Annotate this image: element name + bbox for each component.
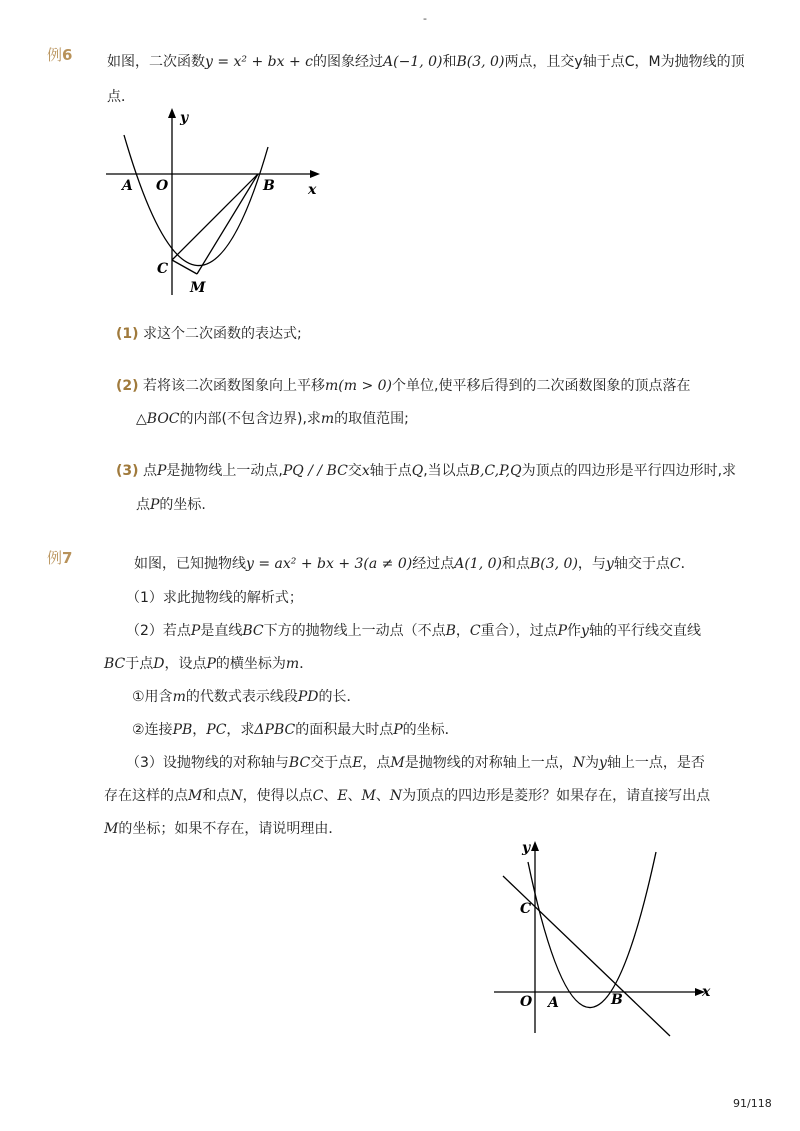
text-run: 若将该二次函数图象向上平移 — [143, 378, 325, 394]
text-run: 的长． — [318, 689, 361, 705]
text-run: 点 — [136, 497, 150, 513]
label-x: x — [308, 182, 317, 198]
math-expression: M — [104, 821, 119, 837]
text-run: 是直线 — [200, 623, 243, 639]
math-expression: m — [285, 656, 300, 672]
ex7-p2a — [132, 686, 361, 706]
math-expression: BC — [288, 755, 311, 771]
text-run: 交 — [347, 463, 362, 479]
math-expression: y = x² + bx + c — [205, 54, 314, 70]
text-run: ，使得以点 — [242, 788, 313, 804]
text-run: 轴上一点，是否 — [606, 755, 705, 771]
ex7-figure — [490, 838, 720, 1038]
text-run: 的面积最大时点 — [295, 722, 394, 738]
math-expression: E — [337, 788, 348, 804]
segment-cm — [172, 260, 197, 274]
math-expression: B,C,P,Q — [469, 463, 522, 479]
ex6-q2-line1: (2) 若将该二次函数图象向上平移m(m > 0)个单位,使平移后得到的二次函数图象的顶点落在 — [116, 378, 691, 394]
ex6-figure — [100, 105, 330, 300]
math-expression: PQ / / BC — [282, 463, 348, 479]
math-expression: C — [312, 788, 324, 804]
text-run: （2）若点 — [126, 623, 191, 639]
ex7-p3-line3 — [104, 818, 342, 838]
text-run: 是抛物线的对称轴上一点， — [404, 755, 573, 771]
ex7-intro — [134, 553, 695, 573]
label-a: A — [122, 178, 133, 194]
math-expression: B(3, 0) — [529, 556, 578, 572]
text-run: 为 — [585, 755, 600, 771]
text-run: 的内部(不包含边界),求 — [179, 411, 321, 427]
text-run: 的坐标. — [159, 497, 206, 513]
text-run: 为顶点的四边形是平行四边形时,求 — [521, 463, 737, 479]
math-expression: PD — [297, 689, 319, 705]
parabola — [124, 135, 268, 266]
text-run: 是抛物线上一动点, — [166, 463, 283, 479]
math-expression: M — [361, 788, 376, 804]
math-expression: P — [157, 463, 167, 479]
text-run: 的横坐标为 — [215, 656, 286, 672]
ex6-q3-line2 — [136, 494, 206, 514]
math-expression: m — [320, 411, 335, 427]
text-run: 、 — [375, 788, 390, 804]
text-run: 轴于点 — [369, 463, 412, 479]
text-run: ，求 — [226, 722, 255, 738]
text-run: 轴交于点 — [613, 556, 670, 572]
text-run: ，点 — [362, 755, 391, 771]
math-expression: A(−1, 0) — [383, 54, 443, 70]
math-expression: P — [150, 497, 160, 513]
parabola — [528, 852, 656, 1008]
label-x: x — [702, 984, 711, 1000]
text-run: ． — [680, 556, 695, 572]
math-expression: N — [389, 788, 403, 804]
text-run: 的代数式表示线段 — [185, 689, 298, 705]
math-expression: Q — [411, 463, 424, 479]
ex6-q1: (1) 求这个二次函数的表达式; — [116, 326, 302, 342]
math-expression: N — [572, 755, 586, 771]
text-run: ． — [299, 656, 314, 672]
text-run: 点 — [143, 463, 157, 479]
text-run: 、 — [347, 788, 362, 804]
math-expression: A(1, 0) — [454, 556, 502, 572]
segment-bc — [172, 174, 258, 260]
text-run: 个单位,使平移后得到的二次函数图象的顶点落在 — [392, 378, 691, 394]
text-run: ①用含 — [132, 689, 173, 705]
text-run: 如图，二次函数 — [107, 54, 205, 70]
math-expression: P — [557, 623, 568, 639]
math-expression: y — [599, 755, 607, 771]
segment-bm — [197, 174, 258, 274]
page-number: 91/118 — [733, 1097, 772, 1110]
text-run: ， — [192, 722, 207, 738]
ex6-q3-line1: (3) 点P是抛物线上一动点,PQ / / BC交x轴于点Q,当以点B,C,P,Q为顶点的四边形是平行四边形时,求 — [116, 463, 737, 479]
math-expression: M — [390, 755, 405, 771]
math-expression: m(m > 0) — [325, 378, 393, 394]
math-expression: m — [172, 689, 186, 705]
label-o: O — [156, 178, 169, 194]
math-expression: ΔPBC — [254, 722, 296, 738]
ex6-q2-line2 — [136, 408, 409, 428]
label-b: B — [263, 178, 275, 194]
y-axis-arrow — [531, 841, 539, 851]
text-run: ②连接 — [132, 722, 173, 738]
label-y: y — [180, 110, 189, 126]
label-c: C — [520, 901, 532, 917]
text-run: ， — [455, 623, 470, 639]
math-expression: P — [393, 722, 403, 738]
math-expression: △BOC — [136, 411, 180, 427]
label-y: y — [522, 840, 531, 856]
math-expression: C — [669, 556, 681, 572]
text-run: 作 — [567, 623, 582, 639]
text-run: 的取值范围; — [334, 411, 409, 427]
text-run: 轴的平行线交直线 — [588, 623, 701, 639]
label-b: B — [611, 992, 623, 1008]
math-expression: BC — [104, 656, 126, 672]
text-run: 下方的抛物线上一动点（不点 — [263, 623, 446, 639]
math-expression: PB — [172, 722, 193, 738]
math-expression: PC — [206, 722, 227, 738]
text-run: ,当以点 — [423, 463, 470, 479]
text-run: 于点 — [125, 656, 154, 672]
math-expression: D — [153, 656, 165, 672]
label-m: M — [190, 280, 206, 296]
text-run: 重合），过点 — [480, 623, 558, 639]
text-run: 如图，已知抛物线 — [134, 556, 246, 572]
text-run: ，与 — [577, 556, 606, 572]
text-run: 存在这样的点 — [104, 788, 188, 804]
text-run: 经过点 — [412, 556, 455, 572]
example-6-label: 例6 — [47, 46, 73, 64]
label-o: O — [520, 994, 533, 1010]
ex6-intro — [107, 51, 745, 71]
ex7-p1: （1）求此抛物线的解析式； — [126, 590, 303, 606]
text-run: 两点，且交y轴于点C，M为抛物线的顶 — [504, 54, 745, 70]
math-expression: P — [190, 623, 201, 639]
text-run: 的坐标；如果不存在，请说明理由． — [118, 821, 343, 837]
text-run: 交于点 — [310, 755, 353, 771]
math-expression: C — [469, 623, 481, 639]
text-run: 和点 — [501, 556, 530, 572]
text-run: 的坐标． — [402, 722, 459, 738]
math-expression: y = ax² + bx + 3(a ≠ 0) — [246, 556, 413, 572]
text-run: 为顶点的四边形是菱形？如果存在，请直接写出点 — [402, 788, 711, 804]
text-run: ，设点 — [164, 656, 207, 672]
math-expression: y — [581, 623, 589, 639]
label-a: A — [548, 995, 559, 1011]
ex7-p2-line1 — [126, 620, 701, 640]
ex6-intro-cont: 点． — [107, 89, 135, 105]
text-run: 的图象经过 — [313, 54, 384, 70]
y-axis-arrow — [168, 108, 176, 118]
math-expression: y — [605, 556, 614, 572]
text-run: 、 — [323, 788, 338, 804]
header-mark: - — [423, 12, 427, 25]
math-expression: M — [188, 788, 203, 804]
math-expression: N — [230, 788, 243, 804]
x-axis-arrow — [310, 170, 320, 178]
math-expression: BC — [242, 623, 264, 639]
math-expression: P — [206, 656, 216, 672]
ex7-p2-line2 — [104, 653, 313, 673]
ex7-p2b — [132, 719, 459, 739]
example-7-label: 例7 — [47, 549, 73, 567]
ex7-p3-line1 — [126, 752, 705, 772]
text-run: 和 — [442, 54, 457, 70]
math-expression: B(3, 0) — [456, 54, 505, 70]
text-run: 和点 — [202, 788, 231, 804]
ex7-p3-line2 — [104, 785, 710, 805]
math-expression: B — [445, 623, 456, 639]
math-expression: x — [361, 463, 370, 479]
math-expression: E — [352, 755, 363, 771]
text-run: （3）设抛物线的对称轴与 — [126, 755, 289, 771]
label-c: C — [157, 261, 169, 277]
